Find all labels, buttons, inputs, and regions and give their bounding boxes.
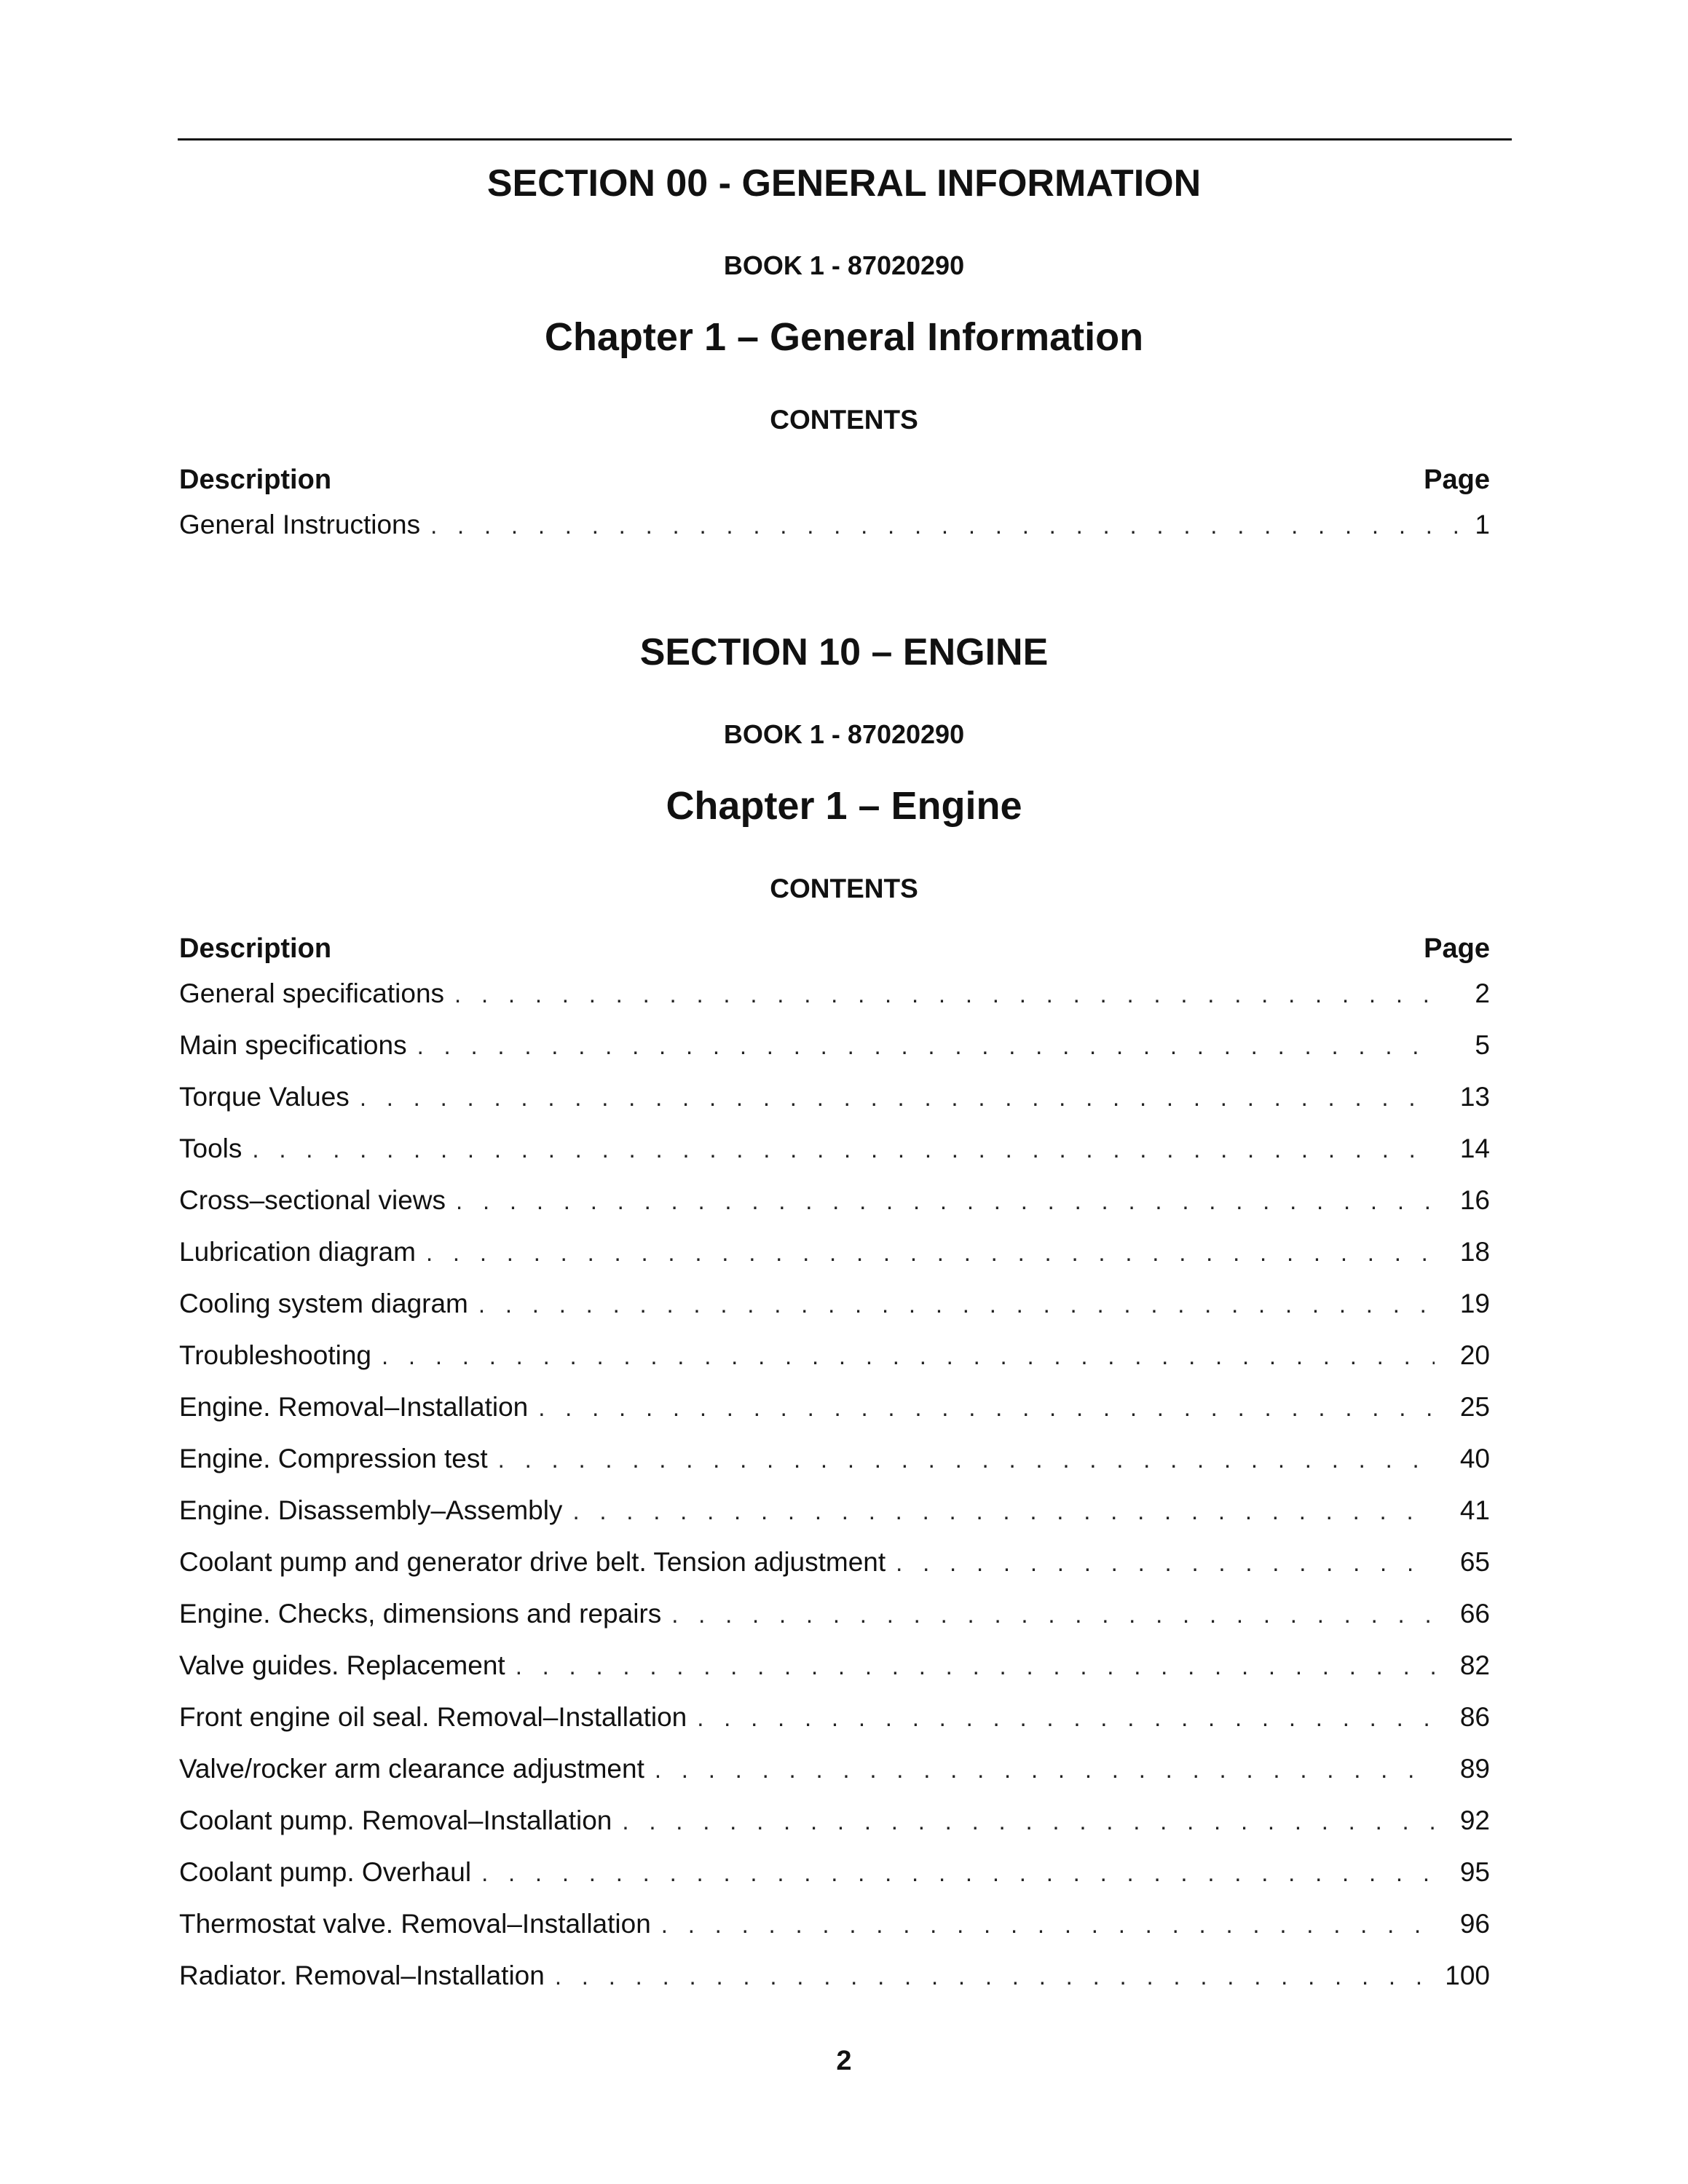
toc-entry[interactable] <box>179 1805 1490 1857</box>
toc-entry-description: Torque Values <box>179 1082 350 1112</box>
toc-entry[interactable] <box>179 510 1490 561</box>
dot-leader <box>454 981 1435 1008</box>
toc-entry[interactable] <box>179 1030 1490 1082</box>
toc-entry-page: 40 <box>1459 1444 1490 1473</box>
toc-entry-page: 25 <box>1459 1392 1490 1422</box>
section-00-book: BOOK 1 - 87020290 <box>723 250 965 280</box>
toc-entry-page: 18 <box>1459 1237 1490 1267</box>
dot-leader <box>572 1497 1435 1525</box>
page-column-header: Page <box>1424 933 1490 964</box>
toc-entry-page: 100 <box>1445 1961 1490 1990</box>
description-column-header: Description <box>179 464 332 495</box>
toc-entry-description: Coolant pump and generator drive belt. Tension adjustment <box>179 1547 886 1577</box>
toc-entry-page: 1 <box>1475 510 1490 539</box>
toc-entry-description: Engine. Checks, dimensions and repairs <box>179 1599 662 1629</box>
toc-entry[interactable] <box>179 1909 1490 1961</box>
toc-entry[interactable] <box>179 1599 1490 1650</box>
toc-entry[interactable] <box>179 1289 1490 1340</box>
section-10-book: BOOK 1 - 87020290 <box>723 719 965 749</box>
toc-entry-description: General specifications <box>179 978 445 1008</box>
page-column-header: Page <box>1424 464 1490 495</box>
toc-entry-page: 20 <box>1459 1340 1490 1370</box>
toc-entry-page: 96 <box>1459 1909 1490 1939</box>
toc-entry-description: Main specifications <box>179 1030 407 1060</box>
toc-entry[interactable] <box>179 1961 1490 2012</box>
toc-entry-description: Engine. Compression test <box>179 1444 488 1473</box>
dot-leader <box>252 1136 1435 1163</box>
toc-entry[interactable] <box>179 1082 1490 1133</box>
dot-leader <box>417 1032 1435 1060</box>
dot-leader <box>622 1808 1435 1835</box>
toc-entry-page: 95 <box>1459 1857 1490 1887</box>
page-number: 2 <box>836 2046 852 2076</box>
toc-entry[interactable] <box>179 978 1490 1030</box>
toc-entry-page: 13 <box>1459 1082 1490 1112</box>
top-rule <box>178 138 1512 141</box>
dot-leader <box>555 1963 1435 1990</box>
section-10-toc-header <box>179 933 1490 965</box>
toc-entry-page: 89 <box>1459 1754 1490 1784</box>
dot-leader <box>516 1653 1435 1680</box>
section-10-toc-list <box>179 978 1490 2012</box>
dot-leader <box>538 1394 1435 1422</box>
toc-entry[interactable] <box>179 1392 1490 1444</box>
section-00-contents-label: CONTENTS <box>770 405 918 435</box>
description-column-header: Description <box>179 933 332 964</box>
toc-entry-page: 92 <box>1459 1805 1490 1835</box>
dot-leader <box>426 1239 1435 1267</box>
dot-leader <box>655 1756 1435 1784</box>
dot-leader <box>671 1601 1435 1629</box>
dot-leader <box>456 1187 1435 1215</box>
toc-entry[interactable] <box>179 1754 1490 1805</box>
toc-entry-page: 2 <box>1475 978 1490 1008</box>
toc-entry-page: 5 <box>1475 1030 1490 1060</box>
toc-entry[interactable] <box>179 1547 1490 1599</box>
dot-leader <box>430 512 1459 539</box>
toc-entry[interactable] <box>179 1340 1490 1392</box>
section-10-contents-label: CONTENTS <box>770 874 918 903</box>
toc-entry-description: Cooling system diagram <box>179 1289 468 1318</box>
toc-entry-page: 66 <box>1459 1599 1490 1629</box>
section-10-chapter: Chapter 1 – Engine <box>666 784 1022 828</box>
dot-leader <box>498 1446 1435 1473</box>
dot-leader <box>360 1084 1435 1112</box>
toc-entry-page: 14 <box>1459 1133 1490 1163</box>
toc-entry[interactable] <box>179 1444 1490 1495</box>
toc-entry-page: 16 <box>1459 1185 1490 1215</box>
toc-entry-page: 82 <box>1459 1650 1490 1680</box>
toc-entry-description: General Instructions <box>179 510 421 539</box>
toc-entry-description: Coolant pump. Overhaul <box>179 1857 472 1887</box>
section-10-title: SECTION 10 – ENGINE <box>639 631 1049 673</box>
dot-leader <box>661 1911 1435 1939</box>
toc-entry[interactable] <box>179 1133 1490 1185</box>
toc-entry-description: Cross–sectional views <box>179 1185 446 1215</box>
toc-entry-description: Valve/rocker arm clearance adjustment <box>179 1754 644 1784</box>
toc-entry[interactable] <box>179 1702 1490 1754</box>
section-00-toc-list <box>179 510 1490 561</box>
toc-entry-description: Valve guides. Replacement <box>179 1650 505 1680</box>
section-00-toc-header <box>179 464 1490 496</box>
toc-entry-description: Coolant pump. Removal–Installation <box>179 1805 612 1835</box>
toc-entry[interactable] <box>179 1237 1490 1289</box>
dot-leader <box>896 1549 1435 1577</box>
section-00-title: SECTION 00 - GENERAL INFORMATION <box>486 162 1202 205</box>
dot-leader <box>481 1859 1435 1887</box>
section-00-chapter: Chapter 1 – General Information <box>544 315 1144 359</box>
toc-entry-page: 41 <box>1459 1495 1490 1525</box>
toc-entry-description: Engine. Disassembly–Assembly <box>179 1495 563 1525</box>
toc-entry-page: 65 <box>1459 1547 1490 1577</box>
toc-entry-page: 86 <box>1459 1702 1490 1732</box>
toc-entry-description: Tools <box>179 1133 242 1163</box>
toc-entry[interactable] <box>179 1185 1490 1237</box>
toc-entry-description: Front engine oil seal. Removal–Installation <box>179 1702 687 1732</box>
toc-entry[interactable] <box>179 1650 1490 1702</box>
toc-entry[interactable] <box>179 1857 1490 1909</box>
dot-leader <box>478 1291 1435 1318</box>
dot-leader <box>382 1342 1435 1370</box>
toc-entry-page: 19 <box>1459 1289 1490 1318</box>
toc-entry[interactable] <box>179 1495 1490 1547</box>
toc-entry-description: Lubrication diagram <box>179 1237 416 1267</box>
toc-entry-description: Thermostat valve. Removal–Installation <box>179 1909 651 1939</box>
toc-entry-description: Radiator. Removal–Installation <box>179 1961 545 1990</box>
toc-entry-description: Engine. Removal–Installation <box>179 1392 529 1422</box>
dot-leader <box>697 1704 1435 1732</box>
toc-entry-description: Troubleshooting <box>179 1340 371 1370</box>
